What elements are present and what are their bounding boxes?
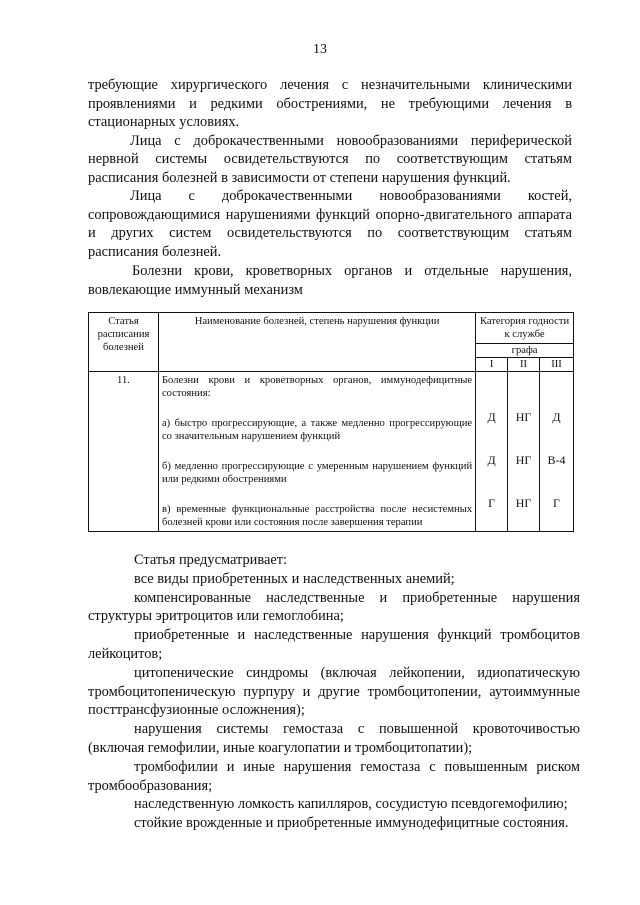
header-category: Категория годности к службе — [476, 313, 574, 344]
provision-item: тромбофилии и иные нарушения гемостаза с повышенным риском тромбообразования; — [88, 758, 580, 794]
category-b-ii: НГ — [515, 453, 532, 467]
header-article: Статья расписания болезней — [89, 313, 159, 372]
disease-item-c: в) временные функциональные расстройства после несистемных болезней крови или состояния после завершения терапии — [161, 504, 473, 528]
header-disease-name: Наименование болезней, степень нарушения функции — [158, 313, 475, 372]
disease-cell — [158, 372, 475, 532]
provision-item: все виды приобретенных и наследственных анемий; — [134, 570, 455, 587]
page-number: 13 — [313, 42, 327, 57]
disease-title: Болезни крови и кроветворных органов, иммунодефицитные состояния: — [161, 375, 473, 399]
disease-item-a: а) быстро прогрессирующие, а также медленно прогрессирующие со значительным нарушением функций — [161, 418, 473, 442]
provision-item: цитопенические синдромы (включая лейкопении, идиопатическую тромбоцитопеническую пурпуру и другие тромбоцитопении, аутоиммунные посттрансфузионные осложнения); — [88, 664, 580, 719]
category-b-iii: В-4 — [547, 453, 566, 467]
provisions-lead: Статья предусматривает: — [134, 552, 288, 568]
category-c-iii: Г — [553, 496, 560, 510]
category-column-ii — [508, 372, 540, 532]
provision-item: нарушения системы гемостаза с повышенной кровоточивостью (включая гемофилии, иные коагулопатии и тромбоцитопатии); — [88, 721, 580, 756]
provision-item: наследственную ломкость капилляров, сосудистую псевдогемофилию; — [134, 796, 568, 813]
category-a-i: Д — [487, 410, 496, 424]
intro-text — [88, 76, 572, 261]
intro-paragraph-1: требующие хирургического лечения с незначительными клиническими проявлениями и редкими обострениями, не требующими лечения в стационарных условиях. — [88, 77, 572, 130]
disease-table — [88, 312, 574, 532]
header-column-iii: III — [540, 358, 574, 372]
category-c-ii: НГ — [515, 496, 532, 510]
category-c-i: Г — [488, 496, 496, 510]
disease-item-b: б) медленно прогрессирующие с умеренным нарушением функций или редкими обострениями — [161, 461, 473, 485]
header-grafa: графа — [476, 344, 574, 358]
provision-item: приобретенные и наследственные нарушения функций тромбоцитов лейкоцитов; — [88, 627, 580, 662]
intro-paragraph-3: Лица с доброкачественными новообразованиями костей, сопровождающимися нарушениями функций опорно-двигательного аппарата и других систем освидетельствуются по соответствующим статьям расписания болезней. — [88, 188, 572, 260]
header-column-i: I — [476, 358, 508, 372]
section-heading: Болезни крови, кроветворных органов и отдельные нарушения, вовлекающие иммунный механизм — [88, 263, 572, 298]
article-number: 11. — [89, 372, 159, 532]
table-row — [89, 372, 574, 532]
category-a-ii: НГ — [515, 410, 532, 424]
intro-paragraph-2: Лица с доброкачественными новообразованиями периферической нервной системы освидетельствуются по соответствующим статьям расписания болезней в зависимости от степени нарушения функций. — [88, 132, 572, 186]
provision-item: стойкие врожденные и приобретенные иммунодефицитные состояния. — [134, 815, 569, 832]
category-column-i — [476, 372, 508, 532]
provisions-text — [88, 551, 580, 833]
provision-item: компенсированные наследственные и приобретенные нарушения структуры эритроцитов или гемоглобина; — [88, 589, 580, 625]
category-column-iii — [540, 372, 574, 532]
category-a-iii: Д — [552, 410, 561, 424]
category-b-i: Д — [487, 453, 496, 467]
header-column-ii: II — [508, 358, 540, 372]
